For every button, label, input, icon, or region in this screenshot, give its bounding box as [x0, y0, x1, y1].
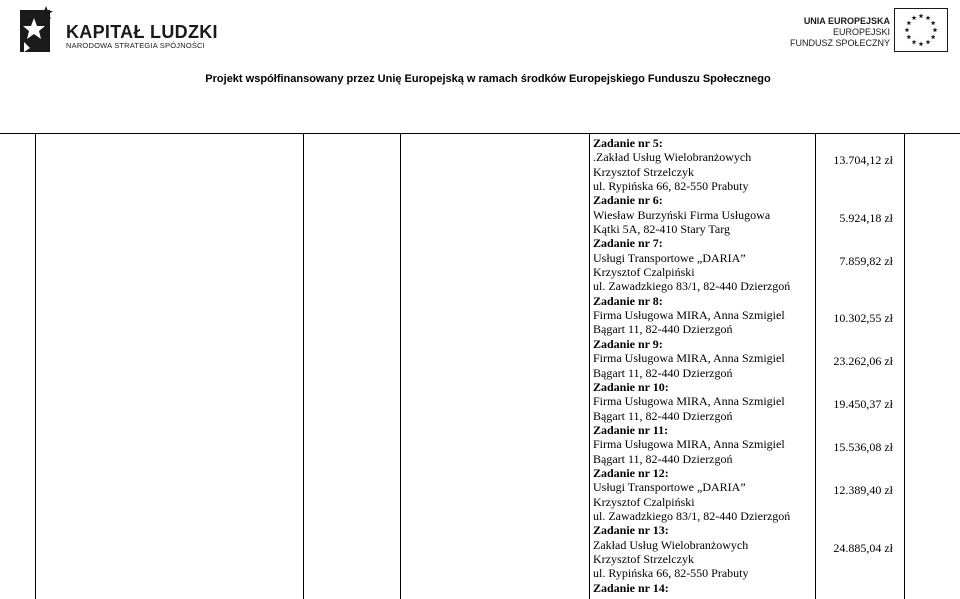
amount-value: 23.262,06 zł — [833, 354, 893, 369]
contractor-line: Zakład Usług Wielobranżowych — [593, 537, 749, 552]
column-divider — [589, 134, 590, 599]
task-heading: Zadanie nr 6: — [593, 193, 663, 208]
contractor-line: Bągart 11, 82-440 Dzierzgoń — [593, 322, 733, 337]
contractor-line: ul. Rypińska 66, 82-550 Prabuty — [593, 179, 749, 194]
task-heading: Zadanie nr 13: — [593, 523, 669, 538]
column-divider — [400, 134, 401, 599]
contractor-line: Firma Usługowa MIRA, Anna Szmigiel — [593, 437, 785, 452]
amount-value: 24.885,04 zł — [833, 540, 893, 555]
contractor-line: Bągart 11, 82-440 Dzierzgoń — [593, 408, 733, 423]
contractor-line: Bągart 11, 82-440 Dzierzgoń — [593, 365, 733, 380]
contractor-line: .Zakład Usług Wielobranżowych — [593, 150, 752, 165]
kapital-ludzki-subtitle: NARODOWA STRATEGIA SPÓJNOŚCI — [66, 41, 205, 50]
task-heading: Zadanie nr 8: — [593, 293, 663, 308]
project-funding-note: Projekt współfinansowany przez Unię Europejską w ramach środków Europejskiego Funduszu Społecznego — [205, 73, 771, 85]
contractor-line: Usługi Transportowe „DARIA” — [593, 480, 746, 495]
contractor-line: ul. Zawadzkiego 83/1, 82-440 Dzierzgoń — [593, 508, 791, 523]
contractor-line: Firma Usługowa MIRA, Anna Szmigiel — [593, 394, 785, 409]
eu-line-1: UNIA EUROPEJSKA — [803, 16, 890, 26]
column-divider — [904, 134, 905, 599]
contractor-line: Firma Usługowa MIRA, Anna Szmigiel — [593, 351, 785, 366]
contractor-line: Bągart 11, 82-440 Dzierzgoń — [593, 451, 733, 466]
column-divider — [35, 134, 36, 599]
contractor-line: Kątki 5A, 82-410 Stary Targ — [593, 222, 731, 237]
amount-value: 5.924,18 zł — [839, 210, 893, 225]
kapital-ludzki-title: KAPITAŁ LUDZKI — [66, 22, 218, 42]
contractor-line: Usługi Transportowe „DARIA” — [593, 250, 746, 265]
amount-value: 19.450,37 zł — [833, 397, 893, 412]
contractor-line: Krzysztof Strzelczyk — [593, 164, 694, 179]
amount-value: 7.859,82 zł — [839, 253, 893, 268]
contractor-line: ul. Zawadzkiego 83/1, 82-440 Dzierzgoń — [593, 279, 791, 294]
eu-logo-text — [790, 16, 890, 49]
contractor-line: Wiesław Burzyński Firma Usługowa — [593, 207, 771, 222]
contractor-line: Krzysztof Czalpiński — [593, 494, 695, 509]
contractor-line: ul. Rypińska 66, 82-550 Prabuty — [593, 566, 749, 581]
amount-value: 10.302,55 zł — [833, 311, 893, 326]
amount-value: 12.389,40 zł — [833, 483, 893, 498]
column-divider — [303, 134, 304, 599]
kapital-ludzki-logo — [14, 4, 218, 60]
kapital-ludzki-mark-icon — [14, 4, 60, 56]
task-heading: Zadanie nr 9: — [593, 336, 663, 351]
task-heading: Zadanie nr 14: — [593, 580, 669, 595]
eu-flag-icon — [894, 8, 948, 52]
amount-value: 15.536,08 zł — [833, 440, 893, 455]
contractor-line: Firma Usługowa MIRA, Anna Szmigiel — [593, 308, 785, 323]
contractor-line: Krzysztof Strzelczyk — [593, 551, 694, 566]
task-heading: Zadanie nr 5: — [593, 136, 663, 150]
column-divider — [815, 134, 816, 599]
task-heading: Zadanie nr 10: — [593, 379, 669, 394]
page-header — [0, 0, 960, 100]
task-heading: Zadanie nr 12: — [593, 465, 669, 480]
eu-logo — [780, 8, 950, 58]
offers-table — [0, 133, 960, 599]
task-heading: Zadanie nr 11: — [593, 422, 669, 437]
eu-line-2: EUROPEJSKI — [832, 27, 890, 37]
task-heading: Zadanie nr 7: — [593, 236, 663, 251]
eu-line-3: FUNDUSZ SPOŁECZNY — [789, 38, 890, 48]
contractor-line: Krzysztof Czalpiński — [593, 265, 695, 280]
amount-value: 13.704,12 zł — [833, 153, 893, 168]
contractors-column — [593, 136, 813, 595]
